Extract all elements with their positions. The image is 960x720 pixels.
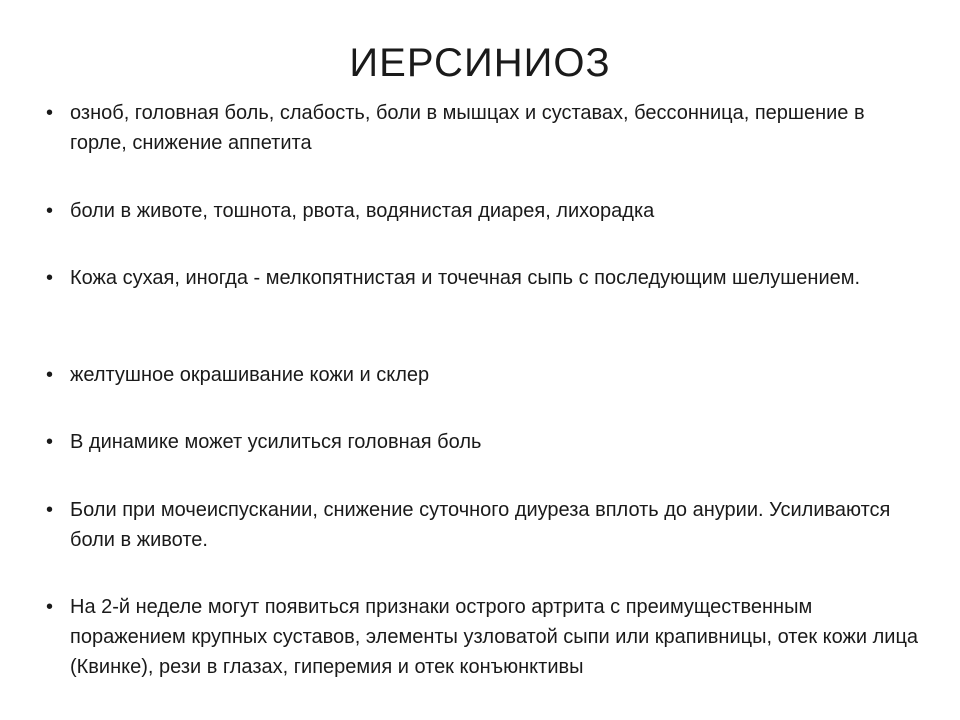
bullet-item: • Кожа сухая, иногда - мелкопятнистая и точечная сыпь с последующим шелушением. (46, 263, 860, 293)
bullet-item: • желтушное окрашивание кожи и склер (46, 360, 429, 390)
bullet-item: • боли в животе, тошнота, рвота, водянистая диарея, лихорадка (46, 196, 654, 226)
bullet-item: • На 2-й неделе могут появиться признаки острого артрита с преимущественным поражением крупных суставов, элементы узловатой сыпи или крапивницы, отек кожи лица (Квинке), рези в глазах, гиперемия и отек конъюнктивы (46, 592, 926, 682)
bullet-item: • В динамике может усилиться головная боль (46, 427, 481, 457)
bullet-item: • озноб, головная боль, слабость, боли в мышцах и суставах, бессонница, першение в горле, снижение аппетита (46, 98, 926, 158)
slide-title: ИЕРСИНИОЗ (349, 41, 611, 85)
bullet-item: • Боли при мочеиспускании, снижение суточного диуреза вплоть до анурии. Усиливаются боли в животе. (46, 495, 926, 555)
